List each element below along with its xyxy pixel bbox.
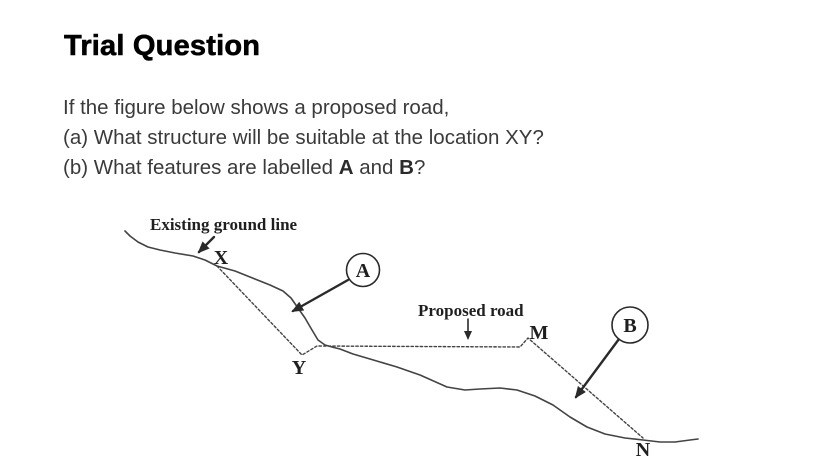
question-line-2: (a) What structure will be suitable at the location XY? <box>63 126 544 149</box>
callout-b-label: B <box>623 315 637 337</box>
callout-b-arrow <box>576 339 619 397</box>
existing-ground-line-label: Existing ground line <box>150 215 298 234</box>
callout-a-arrow <box>293 280 348 311</box>
question-line-1: If the figure below shows a proposed road, <box>63 96 450 119</box>
question-line-3-post: ? <box>413 156 426 179</box>
point-y-label: Y <box>291 357 307 379</box>
slide-title: Trial Question <box>64 30 261 62</box>
point-m-label: M <box>529 322 549 344</box>
point-x-label: X <box>213 247 229 269</box>
point-n-label: N <box>635 439 651 461</box>
proposed-road-label: Proposed road <box>418 301 524 320</box>
existing-ground-line-arrow <box>199 237 214 252</box>
question-line-3-pre: (b) What features are labelled <box>63 156 339 179</box>
question-line-3-label-a: A <box>338 156 354 179</box>
proposed-road-dashed-line <box>217 266 643 438</box>
question-line-3-label-b: B <box>399 156 414 179</box>
question-line-3-mid: and <box>353 156 400 179</box>
callout-a-label: A <box>355 260 371 282</box>
